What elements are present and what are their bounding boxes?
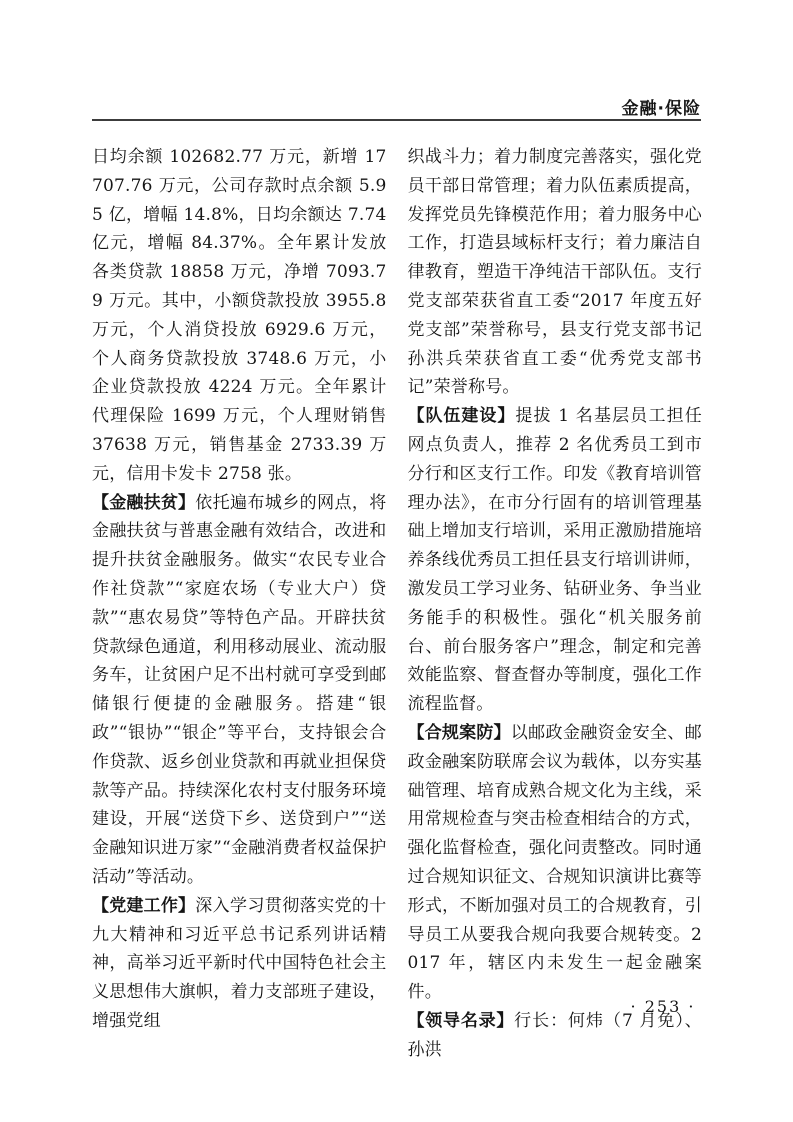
paragraph-text: 行长：何炜（7 月免）、孙洪 (407, 1010, 702, 1060)
paragraph-text: 日均余额 102682.77 万元，新增 17707.76 万元，公司存款时点余额 5.95 亿，增幅 14.8%，日均余额达 7.74 亿元，增幅 84.37%。全年累计发放各类贷款 18858 万元，净增 7093.79 万元。其中，小额贷款投放 3955.8 万元，个人消贷投放 6929.6 万元，个人商务贷款投放 3748.6 万元，小企业贷款投放 4224 万元。全年累计代理保险 1699 万元，个人理财销售 37638 万元，销售基金 2733.39 万元，信用卡发卡 2758 张。 (92, 147, 387, 484)
paragraph-text: 深入学习贯彻落实党的十九大精神和习近平总书记系列讲话精神，高举习近平新时代中国特色社会主义思想伟大旗帜，着力支部班子建设，增强党组 (92, 895, 387, 1031)
text-columns (92, 143, 702, 1065)
paragraph-finance-poverty-alleviation (92, 489, 387, 892)
paragraph-party-building-continued (408, 143, 703, 402)
entry-heading: 【党建工作】 (92, 895, 196, 916)
entry-heading: 【领导名录】 (407, 1010, 515, 1031)
left-column (92, 143, 387, 1065)
page-number: · 253 · (630, 997, 696, 1016)
paragraph-continued (92, 143, 387, 489)
right-column (408, 143, 703, 1065)
paragraph-text: 提拔 1 名基层员工担任网点负责人，推荐 2 名优秀员工到市分行和区支行工作。印发《教育培训管理办法》，在市分行固有的培训管理基础上增加支行培训，采用正激励措施培养条线优秀员工担任县支行培训讲师，激发员工学习业务、钻研业务、争当业务能手的积极性。强化“机关服务前台、前台服务客户”理念，制定和完善效能监察、督查督办等制度，强化工作流程监督。 (407, 406, 703, 715)
paragraph-text: 织战斗力；着力制度完善落实，强化党员干部日常管理；着力队伍素质提高，发挥党员先锋模范作用；着力服务中心工作，打造县域标杆支行；着力廉洁自律教育，塑造干净纯洁干部队伍。支行党支部荣获省直工委“2017 年度五好党支部”荣誉称号，县支行党支部书记孙洪兵荣获省直工委“优秀党支部书记”荣誉称号。 (407, 147, 702, 398)
paragraph-party-building (92, 892, 387, 1036)
paragraph-team-building (408, 402, 703, 719)
paragraph-text: 依托遍布城乡的网点，将金融扶贫与普惠金融有效结合，改进和提升扶贫金融服务。做实“农民专业合作社贷款”“家庭农场（专业大户）贷款”“惠农易贷”等特色产品。开辟扶贫贷款绿色通道，利用移动展业、流动服务车，让贫困户足不出村就可享受到邮储银行便捷的金融服务。搭建“银政”“银协”“银企”等平台，支持银会合作贷款、返乡创业贷款和再就业担保贷款等产品。持续深化农村支付服务环境建设，开展“送贷下乡、送贷到户”“送金融知识进万家”“金融消费者权益保护活动”等活动。 (92, 492, 387, 887)
page-header-section-title: 金融·保险 (621, 99, 701, 119)
paragraph-text: 以邮政金融资金安全、邮政金融案防联席会议为载体，以夯实基础管理、培育成熟合规文化为主线，采用常规检查与突击检查相结合的方式，强化监督检查，强化问责整改。同时通过合规知识征文、合规知识演讲比赛等形式，不断加强对员工的合规教育，引导员工从要我合规向我要合规转变。2017 年，辖区内未发生一起金融案件。 (407, 722, 703, 1003)
entry-heading: 【队伍建设】 (407, 406, 516, 427)
entry-heading: 【合规案防】 (407, 722, 511, 743)
header-rule (92, 119, 701, 121)
paragraph-compliance-case-prevention (408, 719, 703, 1007)
entry-heading: 【金融扶贫】 (92, 492, 196, 513)
